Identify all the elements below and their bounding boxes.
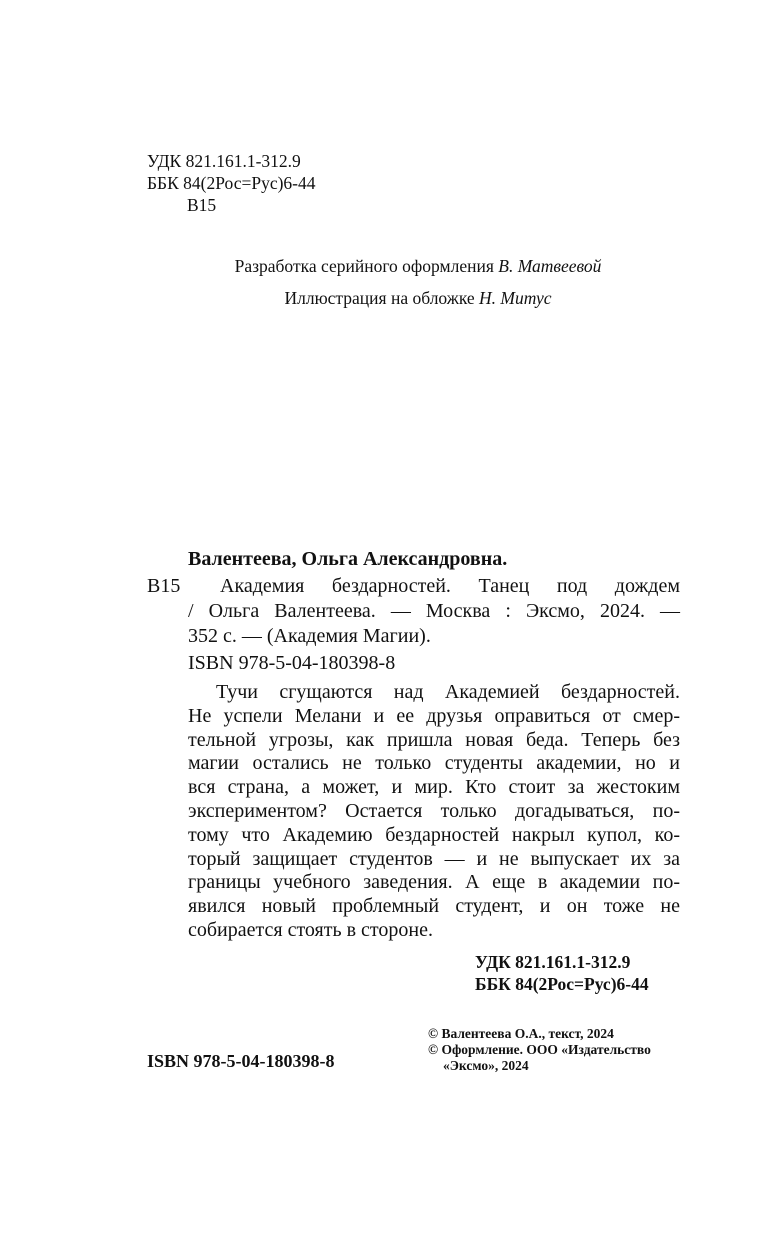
annotation-line: явился новый проблемный студент, и он тоже не — [188, 895, 680, 918]
entry-line: / Ольга Валентеева. — Москва : Эксмо, 2024. — — [188, 600, 680, 622]
annotation-line: собирается стоять в стороне. — [188, 918, 433, 941]
copyright-line: © Валентеева О.А., текст, 2024 — [428, 1026, 614, 1041]
bibliographic-entry — [147, 574, 680, 649]
classification-top — [147, 150, 316, 216]
annotation-line: экспериментом? Остается только догадываться, по- — [188, 799, 680, 822]
author-heading: Валентеева, Ольга Александровна. — [188, 548, 508, 570]
annotation-line: вся страна, а может, и мир. Кто стоит за жестоким — [188, 776, 680, 799]
annotation-line: Не успели Мелани и ее друзья оправиться от смер- — [188, 704, 680, 727]
classification-bottom — [475, 952, 649, 995]
annotation-line: магии остались не только студенты академии, но и — [188, 752, 680, 775]
copyright-line: «Эксмо», 2024 — [443, 1058, 529, 1073]
entry-title-line: Академия бездарностей. Танец под дождем — [220, 575, 680, 597]
author-mark: В15 — [187, 195, 217, 215]
annotation-line: границы учебного заведения. А еще в академии по- — [188, 871, 680, 894]
annotation — [188, 681, 680, 943]
series-design-name: В. Матвеевой — [498, 256, 602, 276]
illustration-label: Иллюстрация на обложке — [284, 288, 475, 308]
series-design-credit — [0, 256, 768, 277]
isbn-bottom: ISBN 978-5-04-180398-8 — [147, 1051, 335, 1071]
entry-line — [147, 574, 680, 599]
copyright-line: © Оформление. ООО «Издательство — [428, 1042, 651, 1057]
series-design-label: Разработка серийного оформления — [234, 256, 494, 276]
bbk-code: ББК 84(2Рос=Рус)6-44 — [147, 173, 316, 193]
entry-code: В15 — [147, 575, 181, 597]
annotation-line: торый защищает студентов — и не выпускает их за — [188, 847, 680, 870]
annotation-line: тому что Академию бездарностей накрыл купол, ко- — [188, 823, 680, 846]
annotation-line: Тучи сгущаются над Академией бездарностей. — [216, 681, 680, 703]
annotation-line: тельной угрозы, как пришла новая беда. Теперь без — [188, 728, 680, 751]
copyright-block — [428, 1026, 651, 1074]
udk-code-bottom: УДК 821.161.1-312.9 — [475, 952, 631, 972]
bbk-code-bottom: ББК 84(2Рос=Рус)6-44 — [475, 973, 649, 994]
entry-isbn: ISBN 978-5-04-180398-8 — [188, 652, 396, 674]
entry-line: 352 с. — (Академия Магии). — [188, 625, 431, 647]
illustration-credit — [0, 288, 768, 309]
udk-code: УДК 821.161.1-312.9 — [147, 151, 301, 171]
illustration-name: Н. Митус — [479, 288, 552, 308]
